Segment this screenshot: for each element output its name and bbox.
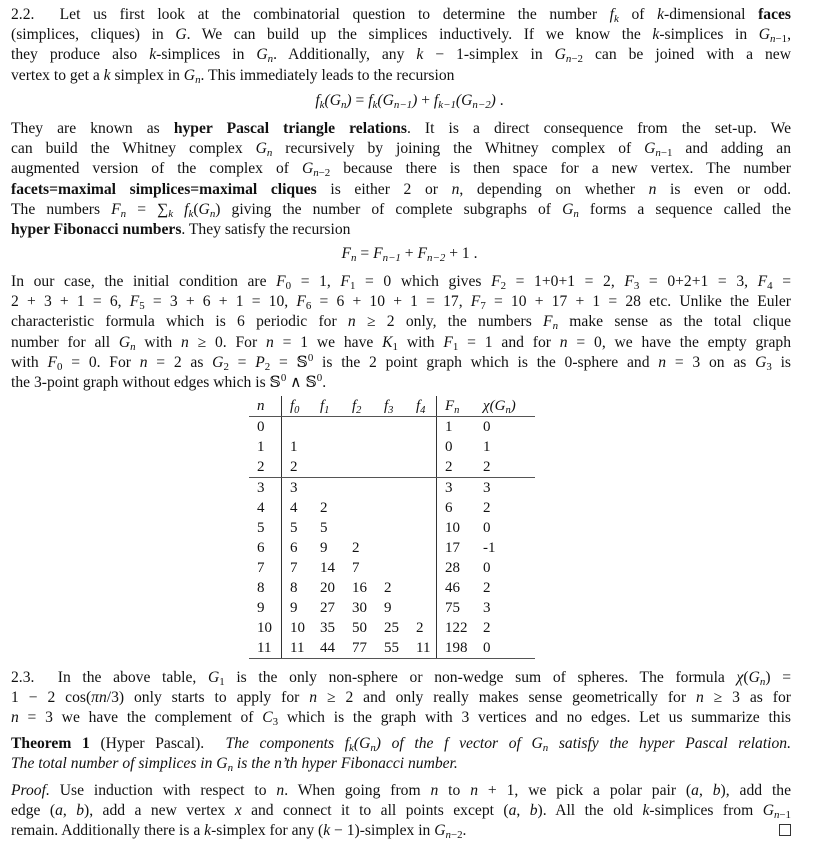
header-chi: $\chi(G_n)$: [475, 396, 535, 417]
theorem-name: (Hyper Pascal).: [100, 735, 205, 752]
table-row: 5 5 5 10 0: [257, 520, 491, 536]
text-line: facets=maximal simplices=maximal cliques is either 2 or n, depending on whether n is even or odd.: [11, 180, 791, 198]
equation-hyper-fibonacci: $F_n = F_{n-1} + F_{n-2} + 1$ .: [341, 245, 478, 264]
text-line: 2.3. In the above table, $G_1$ is the only non-sphere or non-wedge sum of spheres. The formula $\chi(G_n)$ =: [11, 669, 791, 688]
section-number: 2.3.: [11, 669, 35, 686]
text-line: (simplices, cliques) in G. We can build up the simplices inductively. If we know the k-simplices in $G_{n-1}$,: [11, 26, 791, 46]
bold-term: hyper Fibonacci numbers: [11, 221, 182, 239]
table-row: 9 9 27 30 9 75 3: [257, 600, 491, 616]
header-n: n: [249, 396, 282, 417]
text-line: number for all $G_n$ with n ≥ 0. For n = 1 we have $K_1$ with $F_1 = 1$ and for n = 0, we have the empty graph: [11, 333, 791, 353]
text-line: they produce also k-simplices in $G_n$. Additionally, any k − 1-simplex in $G_{n-2}$ can be joined with a new: [11, 46, 791, 66]
section-number: 2.2.: [11, 6, 35, 23]
section-2-2: [11, 5, 791, 86]
text-line: 2.2. Let us first look at the combinatorial question to determine the number $f_k$ of k-dimensional faces: [11, 6, 791, 25]
bold-term: hyper Pascal triangle relations: [173, 120, 407, 137]
equation-hyper-pascal: $f_k(G_n) = f_k(G_{n-1}) + f_{k-1}(G_{n-2})$ .: [315, 92, 504, 111]
qed-square-icon: [779, 824, 791, 836]
text-line: augmented version of the complex of $G_{n-2}$ because there is then space for a new vertex. The number: [11, 160, 791, 180]
table-row: 6 6 9 2 17 -1: [257, 540, 496, 556]
proof: [11, 781, 791, 842]
table-row: 0 1 0: [249, 417, 535, 438]
proof-label: Proof.: [11, 782, 50, 799]
table-row: 8 8 20 16 2 46 2: [257, 580, 491, 596]
bold-term: faces: [758, 6, 791, 23]
text-line: edge (a, b), add a new vertex x and connect it to all points except (a, b). All the old k-simplices from $G_{n-1}$: [11, 802, 792, 822]
header-Fn: $F_n$: [437, 396, 476, 417]
text-line: The total number of simplices in $G_n$ is the n’th hyper Fibonacci number.: [11, 755, 458, 775]
header-f1: $f_1$: [312, 396, 344, 417]
header-f3: $f_3$: [376, 396, 408, 417]
header-f2: $f_2$: [344, 396, 376, 417]
text-line: 2 + 3 + 1 = 6, $F_5 = 3 + 6 + 1 = 10$, $F_6 = 6 + 10 + 1 = 17$, $F_7 = 10 + 17 + 1 = 28$ etc. Unlike the Euler: [11, 293, 791, 313]
text-line: They are known as hyper Pascal triangle relations. It is a direct consequence from the set-up. We: [11, 120, 792, 137]
paragraph-hyper-pascal: [11, 119, 791, 240]
text-line: Theorem 1 (Hyper Pascal). The components $f_k(G_n)$ of the f vector of $G_n$ satisfy the hyper Pascal relation.: [11, 735, 791, 754]
table-header-row: [249, 396, 535, 417]
table-row: 10 10 35 50 25 2 122 2: [257, 620, 491, 636]
table-row: 1 1 0 1: [257, 439, 491, 455]
theorem-1: [11, 734, 791, 774]
paragraph-initial-condition: [11, 272, 791, 393]
text-line: The numbers $F_n = \sum_k$ $f_k(G_n)$ giving the number of complete subgraphs of $G_n$ forms a sequence called the: [11, 200, 791, 220]
text-line: Proof. Use induction with respect to n. When going from n to n + 1, we pick a polar pair (a, b), add the: [11, 782, 792, 799]
table-row: 11 11 44 77 55 11 198 0: [249, 638, 535, 659]
table-row: 2 2 2 2: [249, 457, 535, 478]
header-f4: $f_4$: [408, 396, 437, 417]
text-line: vertex to get a k simplex in $G_n$. This immediately leads to the recursion: [11, 66, 455, 86]
text-line: 1 − 2 cos(πn/3) only starts to apply for n ≥ 2 and only really makes sense geometrically for n ≥ 3 as for: [11, 689, 791, 707]
theorem-label: Theorem 1: [11, 735, 90, 752]
text-line: with $F_0 = 0$. For n = 2 as $G_2 = P_2$ = 𝕊$^0$ is the 2 point graph which is the 0-sphere and n = 3 on as $G_3$ is: [11, 351, 791, 373]
f-vector-table: [249, 396, 551, 659]
text-line: characteristic formula which is 6 periodic for n ≥ 2 only, the numbers $F_n$ make sense as the total clique: [11, 313, 792, 333]
text-line: the 3-point graph without edges which is 𝕊$^0$ ∧ 𝕊$^0$.: [11, 372, 327, 392]
header-f0: $f_0$: [282, 396, 313, 417]
text-line: can build the Whitney complex $G_n$ recursively by joining the Whitney complex of $G_{n-1}$ and adding an: [11, 140, 791, 160]
table-row: 7 7 14 7 28 0: [257, 560, 491, 576]
text-line: hyper Fibonacci numbers. They satisfy the recursion: [11, 221, 351, 239]
text-line: remain. Additionally there is a k-simplex for any (k − 1)-simplex in $G_{n-2}$.: [11, 822, 467, 842]
bold-term: facets=maximal simplices=maximal cliques: [11, 180, 317, 198]
text-line: n = 3 we have the complement of $C_3$ which is the graph with 3 vertices and no edges. Let us summarize this: [11, 709, 791, 729]
section-2-3: [11, 668, 791, 729]
table-row: 3 3 3 3: [249, 478, 535, 499]
text-line: In our case, the initial condition are $F_0 = 1$, $F_1 = 0$ which gives $F_2 = 1+0+1 = 2$, $F_3 = 0+2+1 = 3$, $F_4$ =: [11, 273, 792, 292]
table-row: 4 4 2 6 2: [257, 500, 491, 516]
